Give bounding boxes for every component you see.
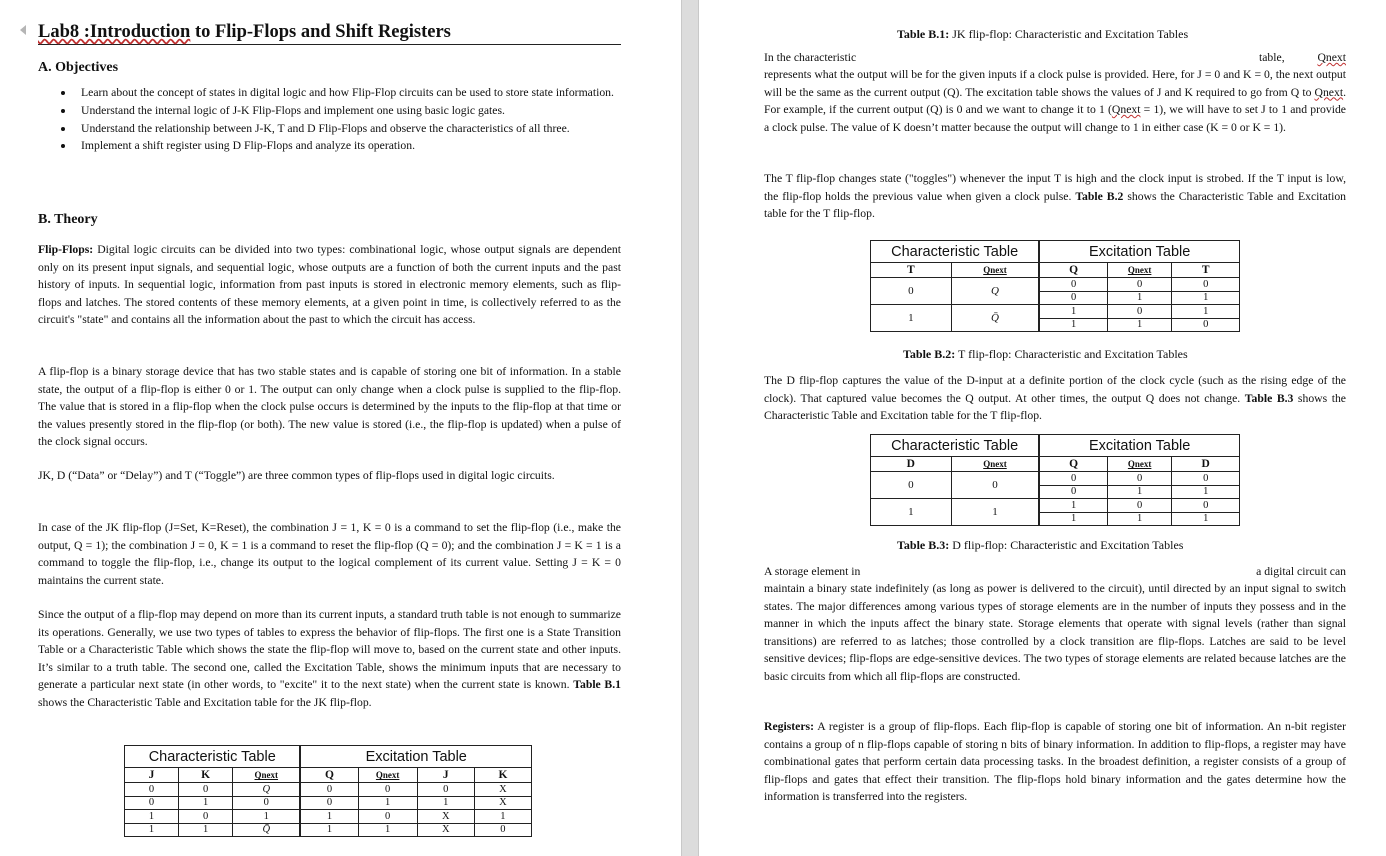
table-cell: Q̄ <box>233 823 301 837</box>
table-cell: 1 <box>1107 318 1172 332</box>
table-cell: 0 <box>474 823 531 837</box>
qnext-label: Qnext <box>983 459 1007 469</box>
table-b1-caption <box>897 27 1217 42</box>
title-rest: to Flip-Flops and Shift Registers <box>190 22 451 42</box>
table-cell: 0 <box>233 796 301 810</box>
table-cell: 1 <box>1107 512 1172 526</box>
table-cell: 0 <box>300 796 358 810</box>
t-char-table-title: Characteristic Table <box>871 241 1040 263</box>
paragraph-t-flip-flop <box>764 170 1346 223</box>
table-cell: 1 <box>358 796 417 810</box>
qnext-label: Qnext <box>375 770 400 780</box>
qnext-term: Qnext <box>1111 103 1141 117</box>
paragraph-text: A register is a group of flip-flops. Each flip-flop is capable of storing one bit of information. An n-bit register contains a group of n flip-flops capable of storing n bits of binary information. In addition to flip-flops, a register may have combinational gates that perform certain data processing tasks. In the broadest definition, a register consists of a group of flip-flops and gates that effect their transition. The flip-flops hold binary information and the gates determine how the information is transferred into the registers. <box>764 720 1346 804</box>
table-cell: 1 <box>125 810 179 824</box>
caption-label: Table B.3: <box>897 538 950 552</box>
paragraph-text: The D flip-flop captures the value of the D-input at a definite portion of the clock cycle (such as the rising edge of the clock). That captured value becomes the Q output. At other times, the output Q does not change. <box>764 374 1346 405</box>
table-row <box>871 278 1240 292</box>
paragraph-text: The T flip-flop changes state ("toggles") whenever the input T is high and the clock input is strobed. If the T input is low, the flip-flop holds the previous value when given a clock pulse. <box>764 172 1346 203</box>
table-cell: 1 <box>1039 305 1107 319</box>
table-cell: X <box>474 783 531 797</box>
paragraph-jk-behaviour: In case of the JK flip-flop (J=Set, K=Reset), the combination J = 1, K = 0 is a command to set the flip-flop (i.e., make the output, Q = 1); the combination J = 0, K = 1 is a command to reset the flip-flop (Q = 0); and the combination J = K = 1 is a command to toggle the flip-flop, i.e., change its output to the logical complement of its current value. Setting J = K = 0 maintains the current state. <box>38 521 621 587</box>
paragraph-text: Digital logic circuits can be divided into two types: combinational logic, whose output signals are dependent only on its present input signals, and sequential logic, whose outputs are a function of both the current inputs and the past history of inputs. In sequential logic, information from past inputs is stored in electronic memory elements, such as flip-flops and latches. The stored contents of these memory elements, at a given point in time, is collectively referred to as the circuit's "state" and contains all the information about the past to which the circuit has access. <box>38 243 621 327</box>
paragraph-text: represents what the output will be for the given inputs if a clock pulse is provided. Here, for J = 0 and K = 0, the next output will be the same as the current output (Q). The excitation table shows the values of J and K required to go from Q to <box>764 68 1346 99</box>
paragraph-text: = 1), we will have to set J to 1 and provide a clock pulse. The value of K doesn’t matter because the output will change to 1 in either case (K = 0 or K = 1). <box>764 103 1346 134</box>
table-b3-caption <box>897 538 1217 553</box>
collapse-heading-arrow-icon[interactable] <box>20 25 26 35</box>
paragraph-storage-elements: maintain a binary state indefinitely (as long as power is delivered to the circuit), until directed by an input signal to switch states. The major differences among various types of storage elements are in the number of inputs they possess and in the manner in which the inputs affect the binary state. Storage elements that operate with signal levels (rather than signal transitions) are referred to as latches; those controlled by a clock transition are flip-flops. Latches are said to be level sensitive devices; flip-flops are edge-sensitive devices. The two types of storage elements are related because latches are the basic circuits from which all flip-flops are constructed. <box>764 582 1346 683</box>
table-cell: 0 <box>1039 291 1107 305</box>
col-header: T <box>871 263 952 278</box>
table-cell: 1 <box>1172 512 1240 526</box>
objectives-heading: A. Objectives <box>38 60 119 75</box>
table-cell: X <box>417 810 474 824</box>
table-cell: 0 <box>417 783 474 797</box>
table-cell: 0 <box>1107 305 1172 319</box>
title-underlined-part: Lab8 :Introduction <box>38 22 191 42</box>
objective-item: Understand the relationship between J-K, T and D Flip-Flops and observe the characteristics of all three. <box>58 120 621 138</box>
table-cell: 1 <box>358 823 417 837</box>
paragraph-text: table, <box>1259 51 1285 64</box>
col-header <box>951 457 1039 472</box>
table-cell: X <box>417 823 474 837</box>
table-cell: 0 <box>1039 278 1107 292</box>
col-header <box>358 768 417 783</box>
table-b2-caption <box>903 347 1188 362</box>
table-reference: Table B.1 <box>573 678 621 692</box>
table-row <box>125 810 532 824</box>
table-cell: 0 <box>1107 278 1172 292</box>
table-cell: 0 <box>871 278 952 305</box>
paragraph-flip-flops <box>38 241 621 329</box>
caption-label: Table B.1: <box>897 27 950 41</box>
table-cell: 0 <box>1107 499 1172 513</box>
registers-term: Registers: <box>764 720 814 733</box>
flip-flops-term: Flip-Flops: <box>38 243 94 256</box>
objective-item: Learn about the concept of states in digital logic and how Flip-Flop circuits can be used to store state information. <box>58 84 621 102</box>
table-cell: 0 <box>179 810 233 824</box>
col-header: Q <box>300 768 358 783</box>
document-page-left <box>0 0 681 856</box>
qnext-term: Qnext <box>1317 51 1346 64</box>
caption-text: T flip-flop: Characteristic and Excitation Tables <box>955 347 1188 361</box>
table-row <box>125 796 532 810</box>
table-cell: 0 <box>1172 499 1240 513</box>
d-exc-table-title: Excitation Table <box>1039 435 1239 457</box>
paragraph-flip-flop-types: JK, D (“Data” or “Delay”) and T (“Toggle”) are three common types of flip-flops used in digital logic circuits. <box>38 469 555 482</box>
table-cell: Q̄ <box>951 305 1039 332</box>
table-row <box>871 472 1240 486</box>
qnext-label: Qnext <box>983 265 1007 275</box>
document-title <box>38 22 621 45</box>
d-char-table-title: Characteristic Table <box>871 435 1040 457</box>
col-header: D <box>871 457 952 472</box>
table-cell: 0 <box>1172 472 1240 486</box>
paragraph-text: A storage element in <box>764 565 861 578</box>
storage-element-line <box>764 563 1346 581</box>
table-cell: 1 <box>179 796 233 810</box>
paragraph-text: a digital circuit can <box>1256 565 1346 578</box>
objectives-list <box>58 84 621 155</box>
t-exc-table-title: Excitation Table <box>1039 241 1239 263</box>
paragraph-registers <box>764 718 1346 806</box>
col-header: Q <box>1039 263 1107 278</box>
table-cell: 1 <box>1039 512 1107 526</box>
table-reference: Table B.3 <box>1244 391 1294 405</box>
table-cell: 1 <box>871 499 952 526</box>
table-cell: 0 <box>1039 472 1107 486</box>
table-cell: 1 <box>125 823 179 837</box>
table-cell: 0 <box>1107 472 1172 486</box>
jk-exc-table-title: Excitation Table <box>300 746 531 768</box>
table-cell: 0 <box>1172 278 1240 292</box>
table-cell: 0 <box>125 783 179 797</box>
table-cell: 0 <box>358 810 417 824</box>
table-cell: 1 <box>474 810 531 824</box>
jk-char-table-title: Characteristic Table <box>125 746 301 768</box>
paragraph-text: shows the Characteristic Table and Excitation table for the T flip-flop. <box>764 189 1347 221</box>
paragraph-flip-flop-definition: A flip-flop is a binary storage device that has two stable states and is capable of storing one bit of information. In a stable state, the output of a flip-flop is either 0 or 1. The output can only change when a clock pulse is supplied to the flip-flop. The value that is stored in a flip-flop when the clock pulse occurs is determined by the inputs to the flip-flop at that time or the values presently stored in the flip-flop (or both). The new value is stored (i.e., the flip-flop is updated) when a pulse of the clock signal occurs. <box>38 365 621 449</box>
table-cell: 1 <box>300 810 358 824</box>
characteristic-line <box>764 49 1346 67</box>
paragraph-d-flip-flop <box>764 372 1346 425</box>
d-flip-flop-table <box>870 434 1240 526</box>
caption-text: JK flip-flop: Characteristic and Excitation Tables <box>949 27 1189 41</box>
table-cell: 1 <box>1172 291 1240 305</box>
table-cell: 0 <box>358 783 417 797</box>
col-header: Q <box>1039 457 1107 472</box>
qnext-term: Qnext <box>1314 85 1344 99</box>
table-cell: 0 <box>871 472 952 499</box>
table-row <box>871 499 1240 513</box>
objective-item: Implement a shift register using D Flip-Flops and analyze its operation. <box>58 137 621 155</box>
table-row <box>125 783 532 797</box>
qnext-label: Qnext <box>1127 459 1152 469</box>
objective-item: Understand the internal logic of J-K Flip-Flops and implement one using basic logic gates. <box>58 102 621 120</box>
table-cell: 1 <box>179 823 233 837</box>
col-header: T <box>1172 263 1240 278</box>
paragraph-text: shows the Characteristic Table and Excitation table for the JK flip-flop. <box>38 695 372 709</box>
table-cell: 1 <box>1172 485 1240 499</box>
table-cell: 0 <box>125 796 179 810</box>
table-cell: 0 <box>1172 318 1240 332</box>
col-header <box>233 768 301 783</box>
table-cell: 1 <box>871 305 952 332</box>
qnext-label: Qnext <box>254 770 279 780</box>
table-cell: 1 <box>1107 291 1172 305</box>
paragraph-text: In the characteristic <box>764 51 857 64</box>
table-cell: 1 <box>1172 305 1240 319</box>
col-header <box>1107 457 1172 472</box>
table-cell: X <box>474 796 531 810</box>
col-header <box>951 263 1039 278</box>
paragraph-tables <box>38 606 621 712</box>
paragraph-text: Since the output of a flip-flop may depend on more than its current inputs, a standard truth table is not enough to summarize its operations. Generally, we use two types of tables to express the behavior of flip-flops. The first one is a State Transition Table or a Characteristic Table which shows the state the flip-flop will move to, based on the current state and other inputs. It’s similar to a truth table. The second one, called the Excitation Table, shows the minimum inputs that are necessary to generate a particular next state (in other words, to "excite" it to the next state) when the current state is known. <box>38 608 621 692</box>
paragraph-text: shows the Characteristic Table and Excitation table for the T flip-flop. <box>764 391 1346 423</box>
table-reference: Table B.2 <box>1075 189 1124 203</box>
paragraph-text: . For example, if the current output (Q) is 0 and we want to change it to 1 ( <box>764 85 1346 117</box>
t-flip-flop-table <box>870 240 1240 332</box>
col-header <box>1107 263 1172 278</box>
document-page-right <box>699 0 1386 856</box>
table-cell: 0 <box>300 783 358 797</box>
col-header: J <box>125 768 179 783</box>
table-cell: 1 <box>1107 485 1172 499</box>
table-cell: 0 <box>1039 485 1107 499</box>
table-row <box>125 823 532 837</box>
col-header: K <box>474 768 531 783</box>
paragraph-characteristic <box>764 66 1346 136</box>
table-cell: Q <box>951 278 1039 305</box>
table-row <box>871 305 1240 319</box>
table-cell: 1 <box>417 796 474 810</box>
caption-text: D flip-flop: Characteristic and Excitation Tables <box>949 538 1184 552</box>
table-cell: 0 <box>951 472 1039 499</box>
table-cell: 0 <box>179 783 233 797</box>
table-cell: 1 <box>951 499 1039 526</box>
table-cell: 1 <box>233 810 301 824</box>
col-header: D <box>1172 457 1240 472</box>
table-cell: 1 <box>300 823 358 837</box>
col-header: K <box>179 768 233 783</box>
col-header: J <box>417 768 474 783</box>
jk-flip-flop-table <box>124 745 532 837</box>
caption-label: Table B.2: <box>903 347 956 361</box>
table-cell: 1 <box>1039 318 1107 332</box>
theory-heading: B. Theory <box>38 212 98 227</box>
page-gutter <box>681 0 699 856</box>
table-cell: Q <box>233 783 301 797</box>
table-cell: 1 <box>1039 499 1107 513</box>
qnext-label: Qnext <box>1127 265 1152 275</box>
